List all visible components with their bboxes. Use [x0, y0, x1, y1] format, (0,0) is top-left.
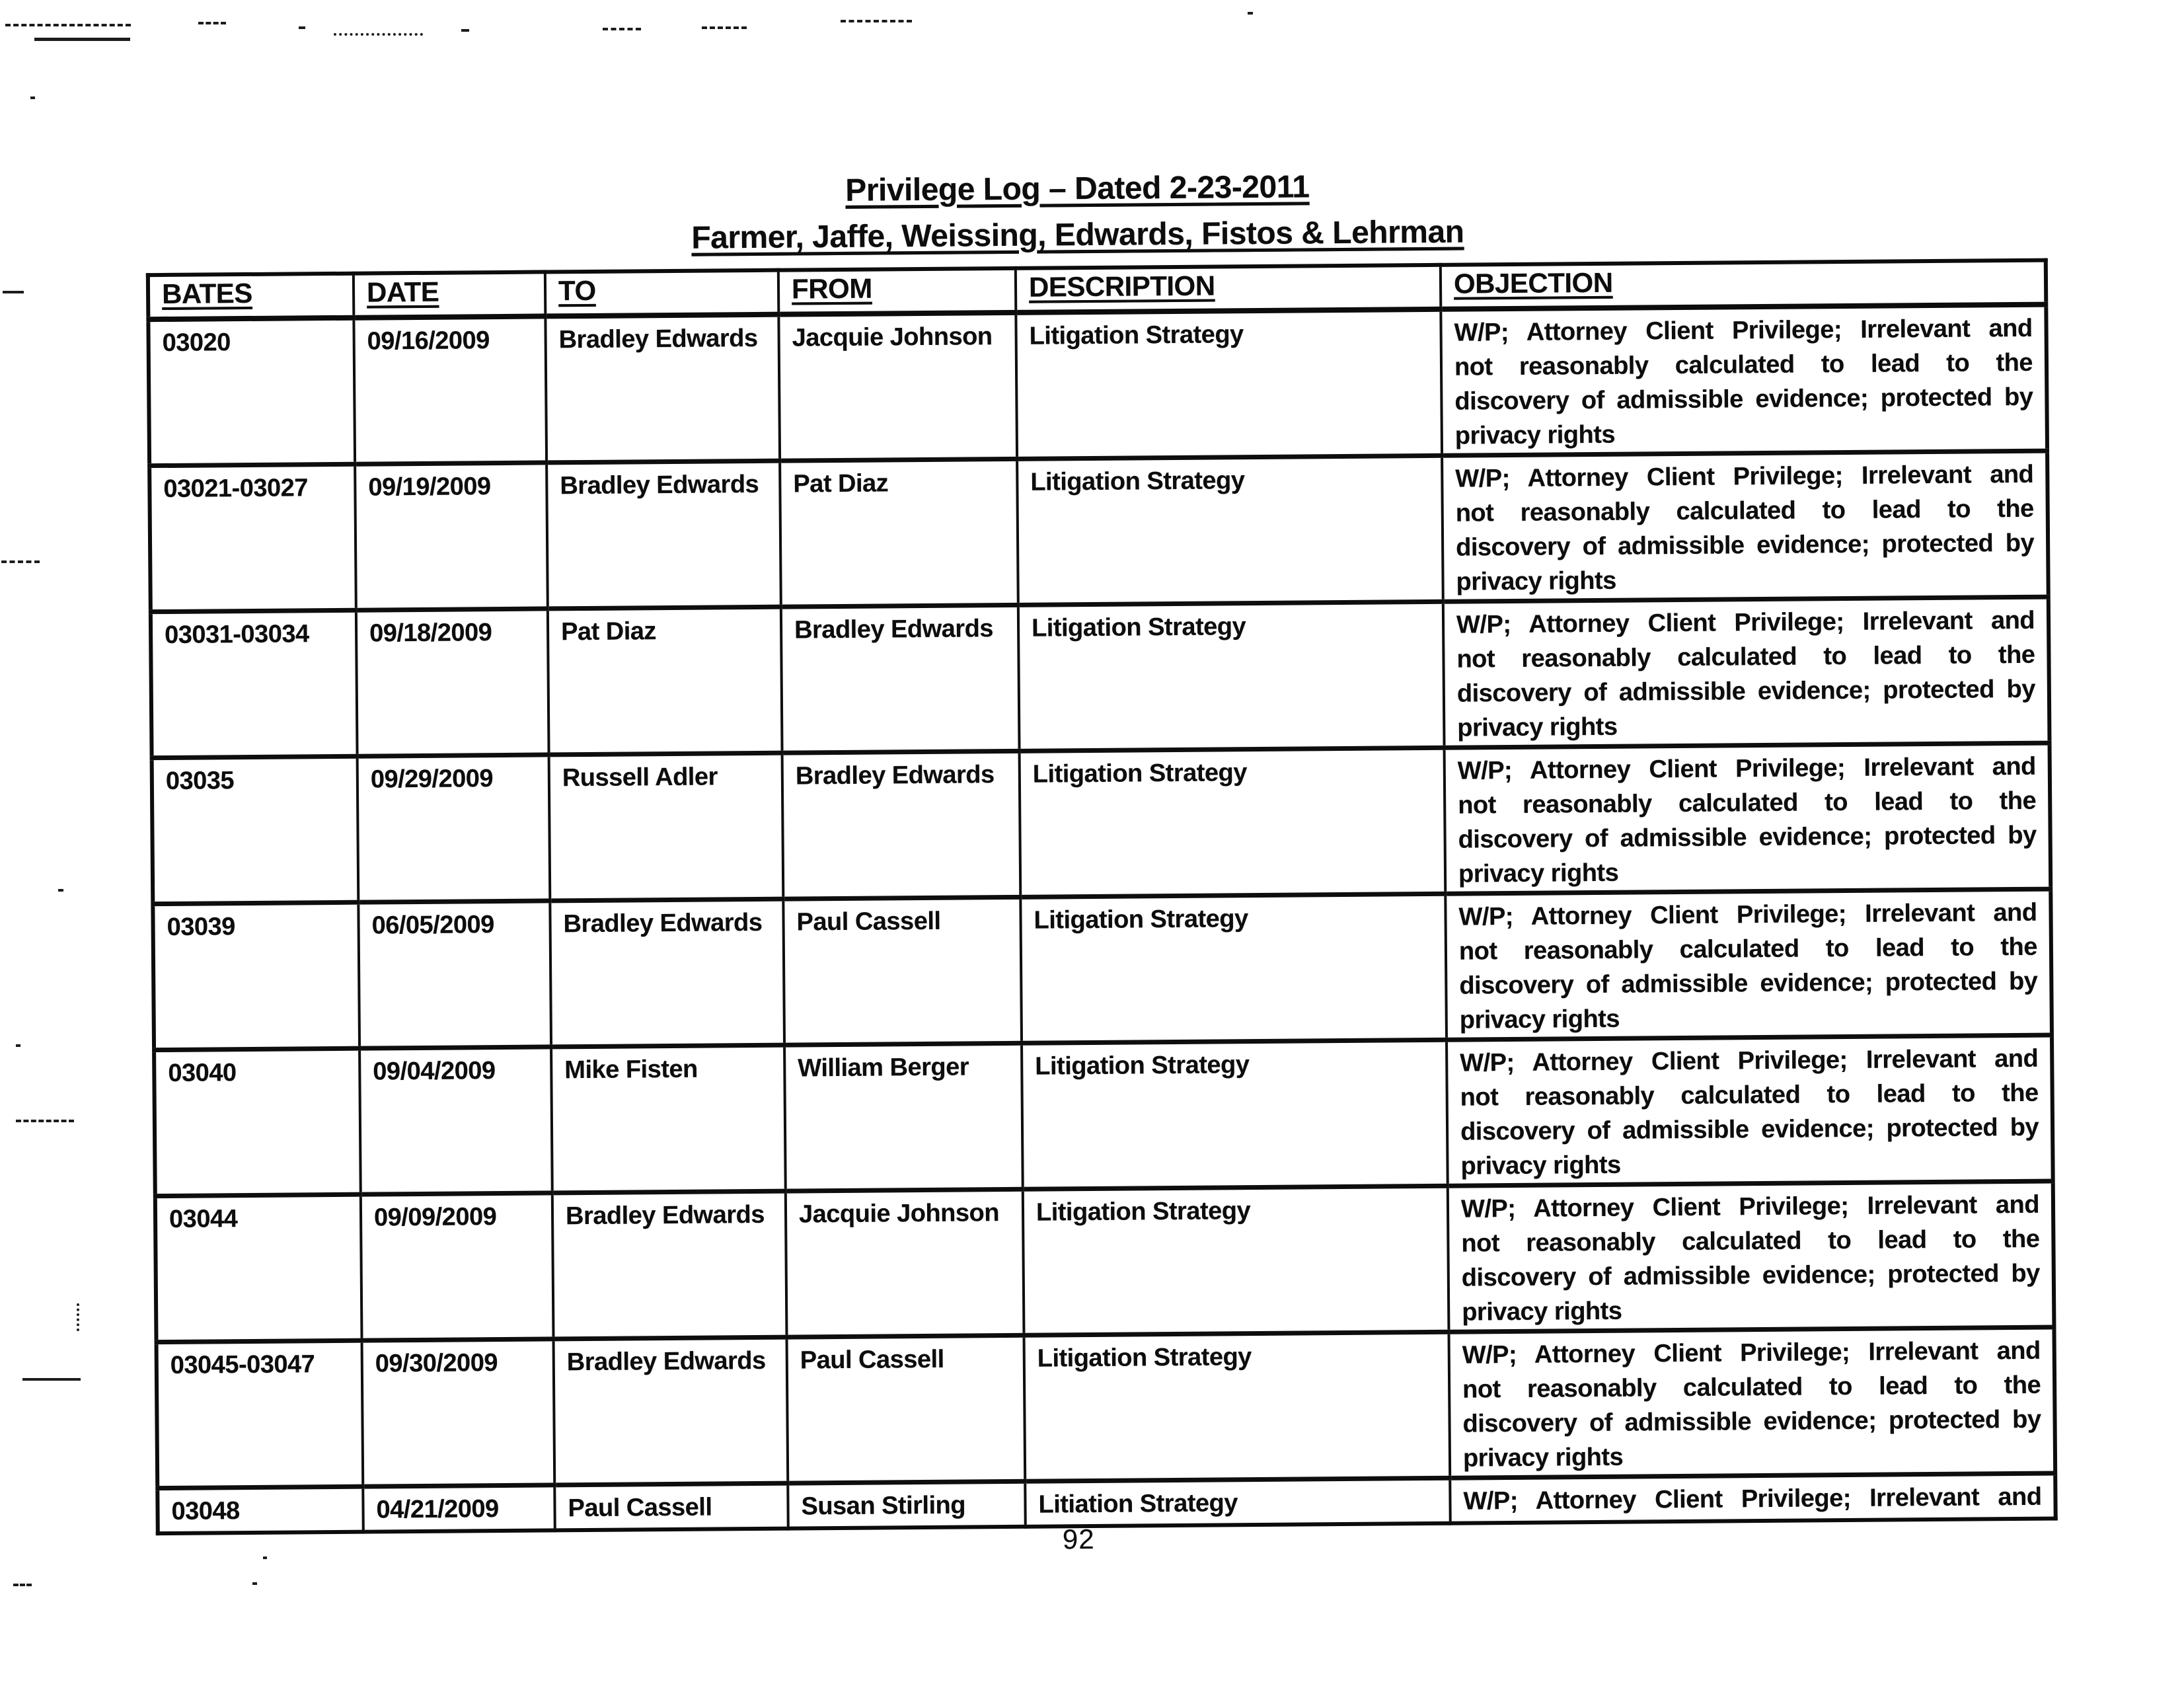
column-header-to: TO [545, 270, 779, 317]
privilege-log-table [146, 258, 2058, 1535]
bates-cell: 03031-03034 [151, 610, 358, 757]
objection-line: discovery of admissible evidence; protected by [1456, 675, 2036, 708]
objection-line: privacy rights [1459, 1005, 1620, 1034]
objection-cell [1445, 743, 2051, 894]
from-cell: Bradley Edwards [781, 605, 1020, 753]
bates-cell: 03035 [152, 756, 359, 903]
to-cell: Mike Fisten [551, 1045, 786, 1193]
document-header [0, 162, 2170, 262]
date-cell: 04/21/2009 [363, 1485, 555, 1531]
to-cell: Bradley Edwards [552, 1191, 787, 1339]
objection-line: not reasonably calculated to lead to the [1455, 494, 2034, 527]
objection-line: W/P; Attorney Client Privilege; Irrelevant and [1460, 1190, 2040, 1223]
objection-line: not reasonably calculated to lead to the [1461, 1225, 2040, 1258]
description-cell: Litiation Strategy [1025, 1478, 1450, 1526]
objection-line: W/P; Attorney Client Privilege; Irrelevant and [1456, 606, 2035, 639]
column-header-from: FROM [778, 268, 1016, 315]
date-cell: 09/16/2009 [354, 316, 546, 464]
date-cell: 09/09/2009 [361, 1193, 554, 1340]
objection-line: privacy rights [1456, 566, 1616, 596]
column-header-objection: OBJECTION [1441, 260, 2046, 309]
table-row [155, 1181, 2054, 1342]
bates-cell: 03044 [155, 1194, 362, 1342]
objection-cell [1447, 1035, 2053, 1186]
objection-line: not reasonably calculated to lead to the [1458, 933, 2038, 966]
bates-cell: 03039 [153, 902, 359, 1050]
objection-line: W/P; Attorney Client Privilege; Irrelevant and [1460, 1044, 2039, 1077]
to-cell: Russell Adler [549, 753, 784, 901]
objection-line: discovery of admissible evidence; protected by [1461, 1259, 2040, 1292]
column-header-description: DESCRIPTION [1016, 265, 1441, 313]
objection-line: not reasonably calculated to lead to the [1460, 1079, 2039, 1112]
column-header-date: DATE [354, 272, 546, 317]
objection-line: discovery of admissible evidence; protected by [1460, 1113, 2039, 1146]
objection-line: W/P; Attorney Client Privilege; Irrelevant and [1454, 314, 2033, 347]
description-cell: Litigation Strategy [1017, 455, 1443, 605]
to-cell: Bradley Edwards [546, 461, 781, 609]
to-cell: Bradley Edwards [554, 1337, 788, 1485]
from-cell: Bradley Edwards [782, 751, 1021, 899]
objection-cell [1441, 305, 2047, 456]
date-cell: 09/29/2009 [358, 755, 550, 902]
objection-line: privacy rights [1458, 859, 1619, 888]
description-cell: Litigation Strategy [1023, 1186, 1449, 1335]
column-header-bates: BATES [148, 274, 354, 319]
objection-line: not reasonably calculated to lead to the [1462, 1371, 2041, 1404]
objection-line: W/P; Attorney Client Privilege; Irrelevant and [1462, 1336, 2041, 1369]
objection-cell [1445, 889, 2052, 1040]
description-cell: Litigation Strategy [1018, 601, 1445, 751]
description-cell: Litigation Strategy [1020, 894, 1447, 1043]
bates-cell: 03020 [148, 318, 355, 466]
from-cell: Susan Stirling [788, 1481, 1026, 1528]
objection-cell [1443, 597, 2050, 748]
objection-cell [1442, 451, 2049, 601]
objection-cell [1449, 1327, 2055, 1478]
from-cell: Pat Diaz [780, 459, 1018, 607]
objection-line: privacy rights [1460, 1151, 1621, 1180]
to-cell: Bradley Edwards [545, 315, 780, 463]
date-cell: 09/18/2009 [356, 609, 549, 756]
bates-cell: 03040 [154, 1048, 361, 1196]
from-cell: Jacquie Johnson [786, 1189, 1024, 1337]
objection-line: W/P; Attorney Client Privilege; Irrelevant and [1463, 1482, 2042, 1516]
from-cell: William Berger [784, 1043, 1023, 1191]
bates-cell: 03045-03047 [157, 1340, 363, 1488]
document-title: Privilege Log – Dated 2-23-2011 [845, 169, 1310, 208]
objection-line: W/P; Attorney Client Privilege; Irrelevant and [1458, 898, 2037, 931]
description-cell: Litigation Strategy [1022, 1040, 1448, 1189]
objection-line: discovery of admissible evidence; protected by [1462, 1405, 2041, 1438]
objection-cell [1450, 1473, 2056, 1523]
table-row [151, 597, 2050, 758]
objection-line: discovery of admissible evidence; protected by [1459, 967, 2038, 1000]
description-cell: Litigation Strategy [1024, 1332, 1450, 1481]
table-row [148, 305, 2047, 466]
table-row [152, 743, 2051, 904]
firm-name-subtitle: Farmer, Jaffe, Weissing, Edwards, Fistos & Lehrman [691, 214, 1464, 256]
bates-cell: 03021-03027 [149, 464, 356, 611]
table-row [154, 1035, 2053, 1196]
table-row [149, 451, 2049, 612]
description-cell: Litigation Strategy [1016, 309, 1442, 459]
from-cell: Paul Cassell [787, 1335, 1026, 1483]
date-cell: 09/04/2009 [359, 1047, 552, 1194]
table-row [157, 1327, 2056, 1488]
objection-line: W/P; Attorney Client Privilege; Irrelevant and [1457, 752, 2036, 785]
objection-line: privacy rights [1457, 712, 1618, 742]
objection-line: discovery of admissible evidence; protected by [1458, 821, 2037, 854]
page-number: 92 [1062, 1523, 1095, 1555]
objection-line: privacy rights [1454, 420, 1616, 450]
to-cell: Bradley Edwards [550, 899, 784, 1047]
table-row [153, 889, 2052, 1050]
objection-line: privacy rights [1462, 1443, 1624, 1473]
date-cell: 09/19/2009 [355, 463, 548, 610]
from-cell: Jacquie Johnson [778, 313, 1017, 461]
objection-line: not reasonably calculated to lead to the [1458, 787, 2037, 820]
date-cell: 09/30/2009 [362, 1339, 555, 1486]
from-cell: Paul Cassell [783, 897, 1022, 1045]
to-cell: Pat Diaz [548, 607, 782, 755]
objection-cell [1448, 1181, 2054, 1332]
objection-line: not reasonably calculated to lead to the [1456, 640, 2035, 673]
to-cell: Paul Cassell [554, 1483, 788, 1530]
objection-line: not reasonably calculated to lead to the [1454, 348, 2033, 381]
objection-line: W/P; Attorney Client Privilege; Irrelevant and [1455, 460, 2034, 493]
objection-line: discovery of admissible evidence; protected by [1455, 529, 2035, 562]
bates-cell: 03048 [157, 1486, 363, 1533]
objection-line: discovery of admissible evidence; protected by [1454, 383, 2033, 416]
objection-line: privacy rights [1462, 1297, 1622, 1326]
description-cell: Litigation Strategy [1020, 748, 1446, 897]
date-cell: 06/05/2009 [358, 901, 551, 1048]
